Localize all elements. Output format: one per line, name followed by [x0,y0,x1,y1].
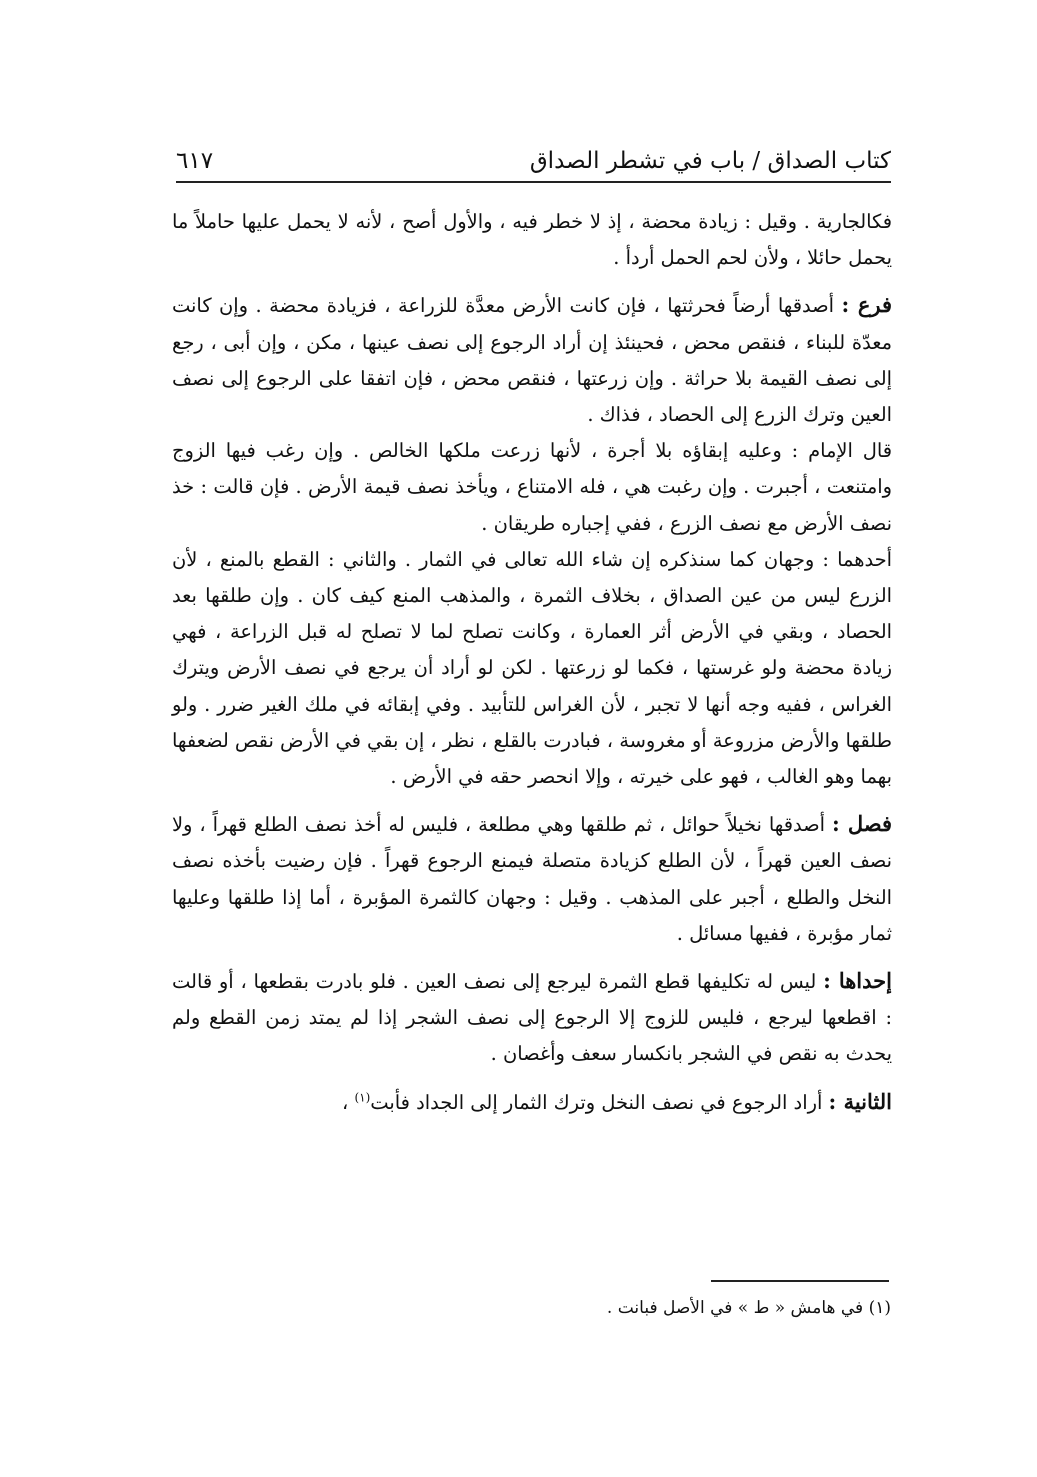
paragraph-thaniya-tail: ، [342,1090,349,1114]
paragraph-thaniya-text: أراد الرجوع في نصف النخل وترك الثمار إلى الجداد فأبت [370,1090,823,1114]
paragraph-imam: قال الإمام : وعليه إبقاؤه بلا أجرة ، لأنها زرعت ملكها الخالص . وإن رغب فيها الزوج وامتنعت ، أجبرت . وإن رغبت هي ، فله الامتناع ، ويأخذ نصف قيمة الأرض . فإن قالت : خذ نصف الأرض مع نصف الزرع ، ففي إجباره طريقان . [172,439,892,535]
section-lead-ihdaha: إحداها : [823,968,892,994]
footnote: (١) في هامش « ط » في الأصل فبانت . [606,1298,891,1318]
running-header [176,140,891,184]
section-lead-far: فرع : [841,292,893,318]
paragraph-far-text: أصدقها أرضاً فحرثتها ، فإن كانت الأرض معدَّة للزراعة ، فزيادة محضة . وإن كانت معدّة للبناء ، فنقص محض ، فحينئذ إن أراد الرجوع إلى نصف عينها ، مكن ، وإن أبى ، رجع إلى نصف القيمة بلا حراثة . وإن زرعتها ، فنقص محض ، فإن اتفقا على الرجوع إلى نصف العين وترك الزرع إلى الحصاد ، فذاك . [172,294,892,427]
section-lead-thaniya: الثانية : [828,1088,892,1114]
running-title: كتاب الصداق / باب في تشطر الصداق [529,148,891,174]
paragraph-1: فكالجارية . وقيل : زيادة محضة ، إذ لا خطر فيه ، والأول أصح ، لأنه لا يحمل عليها حاملاً ما يحمل حائلا ، ولأن لحم الحمل أردأ . [172,210,892,270]
paragraph-thaniya [172,1084,892,1121]
footnote-reference: (١) [354,1090,371,1105]
page-number: ٦١٧ [176,148,214,174]
header-rule [176,181,891,183]
page-body [172,204,892,1121]
footnote-rule [711,1280,889,1282]
paragraph-fasl [172,806,892,952]
paragraph-far [172,287,892,433]
paragraph-fasl-text: أصدقها نخيلاً حوائل ، ثم طلقها وهي مطلعة ، فليس له أخذ نصف الطلع قهراً ، ولا نصف العين قهراً ، لأن الطلع كزيادة متصلة فيمنع الرجوع قهراً . فإن رضيت بأخذه نصف النخل والطلع ، أجبر على المذهب . وقيل : وجهان كالثمرة المؤبرة ، أما إذا طلقها وعليها ثمار مؤبرة ، ففيها مسائل . [172,813,892,945]
section-lead-fasl: فصل : [831,811,892,837]
paragraph-ihdaha [172,963,892,1073]
paragraph-ihdaha-text: ليس له تكليفها قطع الثمرة ليرجع إلى نصف العين . فلو بادرت بقطعها ، أو قالت : اقطعها ليرجع ، فليس للزوج إلا الرجوع إلى نصف الشجر إذا لم يمتد زمن القطع ولم يحدث به نقص في الشجر بانكسار سعف وأغصان . [172,970,892,1066]
paragraph-ahaduhuma: أحدهما : وجهان كما سنذكره إن شاء الله تعالى في الثمار . والثاني : القطع بالمنع ، لأن الزرع ليس من عين الصداق ، بخلاف الثمرة ، والمذهب المنع كيف كان . وإن طلقها بعد الحصاد ، وبقي في الأرض أثر العمارة ، وكانت تصلح لما لا تصلح له قبل الزراعة ، فهي زيادة محضة ولو غرستها ، فكما لو زرعتها . لكن لو أراد أن يرجع في نصف الأرض ويترك الغراس ، ففيه وجه أنها لا تجبر ، لأن الغراس للتأبيد . وفي إبقائه في ملك الغير ضرر . ولو طلقها والأرض مزروعة أو مغروسة ، فبادرت بالقلع ، نظر ، إن بقي في الأرض نقص لضعفها بهما وهو الغالب ، فهو على خيرته ، وإلا انحصر حقه في الأرض . [172,547,892,789]
